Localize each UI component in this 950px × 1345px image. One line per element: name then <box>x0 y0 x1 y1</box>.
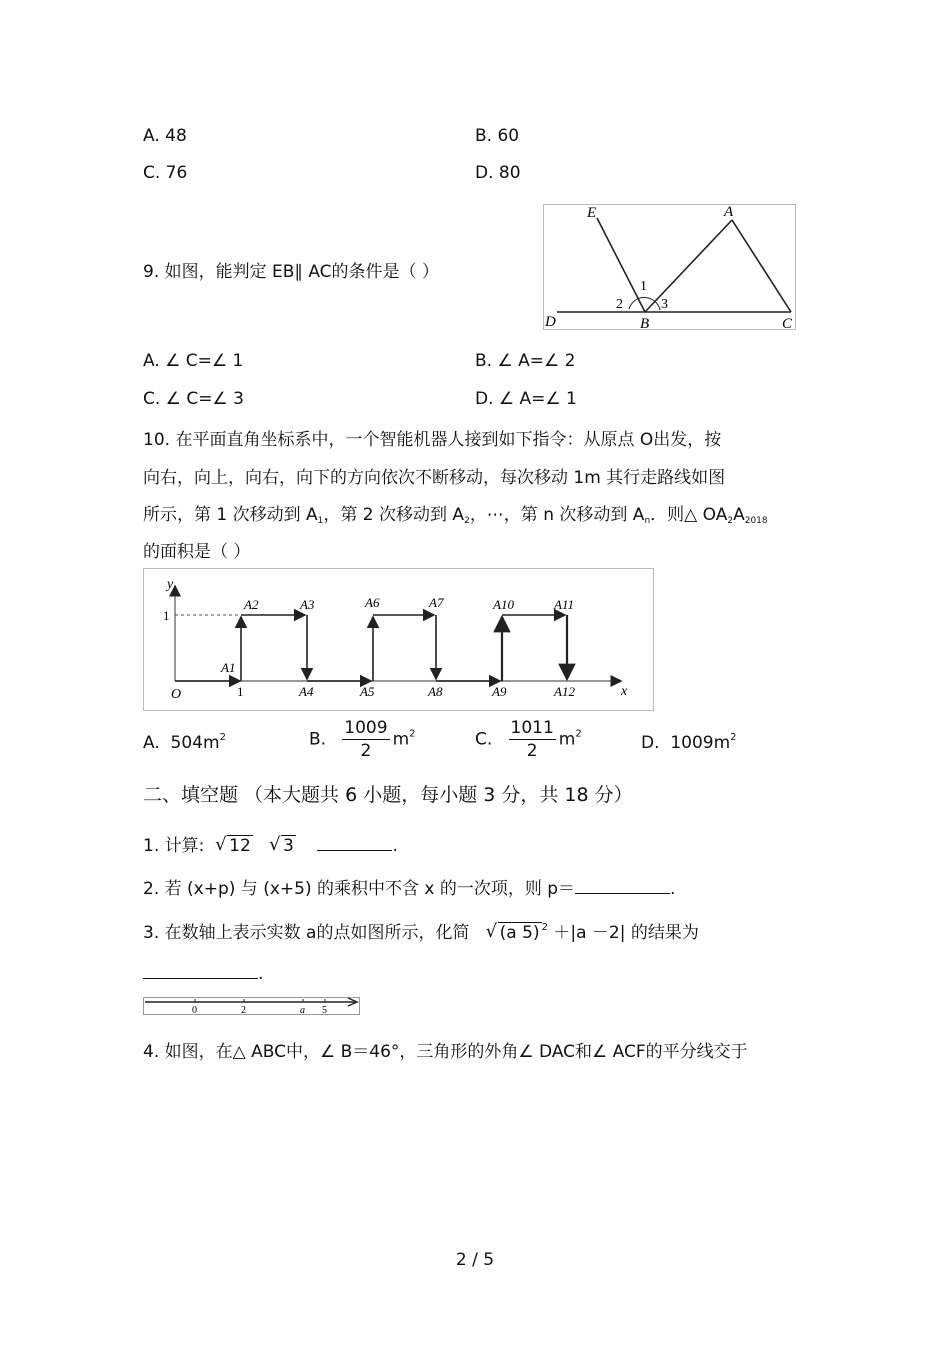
label-a12: A12 <box>554 684 575 699</box>
tick-2: 2 <box>241 1005 246 1016</box>
label-x-1: 1 <box>237 684 244 699</box>
angle-arc <box>629 297 660 310</box>
q8-option-b: B. 60 <box>475 126 520 146</box>
label-a3: A3 <box>300 597 315 612</box>
q8-option-a: A. 48 <box>143 126 187 146</box>
label-e: E <box>587 205 597 221</box>
fill-4: 4. 如图，在△ ABC中，∠ B＝46°，三角形的外角∠ DAC和∠ ACF的平分线交于 <box>143 1042 748 1062</box>
fill-3-answer-line: . <box>143 962 263 984</box>
q10-line-3: 所示，第 1 次移动到 $A_1$，第 2 次移动到 $A_2$，⋯，第 n 次移动到 $A_n$．则△ $OA_2A_{2018}$ <box>143 505 768 526</box>
q10-option-a: A. $504m^2$ <box>143 732 226 753</box>
fill-1: 1. 计算: √ 12 √ 3 . <box>143 834 398 856</box>
label-y-1: 1 <box>163 608 170 623</box>
q9-option-d: D. ∠ A=∠ 1 <box>475 389 577 409</box>
label-a8: A8 <box>428 684 443 699</box>
label-a11: A11 <box>554 597 574 612</box>
q9-option-a: A. ∠ C=∠ 1 <box>143 351 244 371</box>
q9-figure <box>543 204 796 331</box>
label-a9: A9 <box>492 684 507 699</box>
section-2-title: 二、填空题 （本大题共 6 小题，每小题 3 分，共 18 分） <box>143 784 633 806</box>
q10-option-b: B. $\frac{1009}{2}$ $m^2$ <box>309 718 416 761</box>
q10-figure <box>143 568 654 712</box>
label-d: D <box>545 314 556 330</box>
label-a4: A4 <box>299 684 314 699</box>
label-a: A <box>724 204 734 220</box>
label-a1: A1 <box>221 660 236 675</box>
fill-3-blank[interactable] <box>143 962 258 979</box>
q8-option-c: C. 76 <box>143 163 188 183</box>
label-angle-2: 2 <box>616 297 623 312</box>
label-a7: A7 <box>429 595 444 610</box>
label-a2: A2 <box>244 597 259 612</box>
fill-3: 3. 在数轴上表示实数 a的点如图所示，化简 √ (a 5) $^2$ ＋|a －2| 的结果为 <box>143 921 699 943</box>
q8-option-d: D. 80 <box>475 163 521 183</box>
fill-2-blank[interactable] <box>575 877 670 894</box>
q9-option-b: B. ∠ A=∠ 2 <box>475 351 576 371</box>
fill-1-blank[interactable] <box>317 834 392 851</box>
q10-line-2: 向右，向上，向右，向下的方向依次不断移动，每次移动 1m 其行走路线如图 <box>143 468 726 488</box>
q10-option-d: D. $1009m^2$ <box>641 732 737 753</box>
q10-option-c: C. $\frac{1011}{2}$ $m^2$ <box>475 718 582 761</box>
label-c: C <box>782 316 793 331</box>
label-a10: A10 <box>493 597 514 612</box>
label-a5: A5 <box>360 684 375 699</box>
q9-option-c: C. ∠ C=∠ 3 <box>143 389 244 409</box>
q9-stem: 9. 如图，能判定 EB∥ AC的条件是（ ） <box>143 262 439 282</box>
line-ba <box>645 220 732 312</box>
label-angle-3: 3 <box>661 297 668 312</box>
page-number: 2 / 5 <box>455 1250 495 1270</box>
label-a6: A6 <box>365 595 380 610</box>
label-angle-1: 1 <box>640 279 647 294</box>
tick-5: 5 <box>322 1005 327 1016</box>
label-x: x <box>621 684 628 699</box>
number-line-figure <box>143 994 361 1018</box>
q10-line-1: 10. 在平面直角坐标系中，一个智能机器人接到如下指令：从原点 O出发，按 <box>143 430 722 450</box>
label-y: y <box>167 577 174 592</box>
fill-2: 2. 若 (x+p) 与 (x+5) 的乘积中不含 x 的一次项，则 p＝ . <box>143 879 676 899</box>
tick-a: a <box>300 1005 305 1016</box>
label-o: O <box>171 687 182 702</box>
label-b: B <box>640 316 650 331</box>
q10-line-4: 的面积是（ ） <box>143 542 251 562</box>
line-ac <box>732 220 791 312</box>
tick-0: 0 <box>192 1005 197 1016</box>
